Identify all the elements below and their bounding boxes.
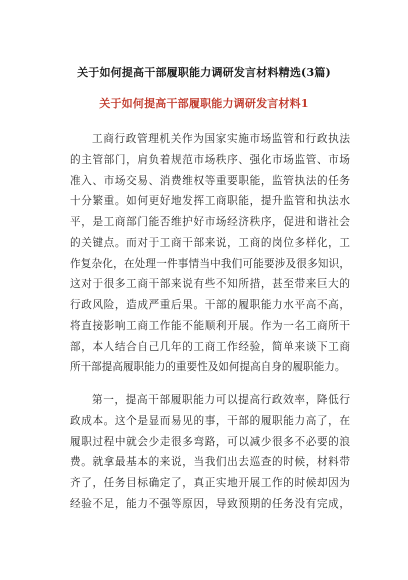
text-line: 齐了，任务目标确定了，真正实地开展工作的时候却因为 <box>70 477 350 489</box>
text-line: 这对于很多工商干部来说有些不知所措，甚至带来巨大的 <box>70 278 350 291</box>
text-line: 平，是工商部门能否维护好市场经济秩序，促进和谐社会 <box>70 216 350 228</box>
text-line: 部，本人结合自己几年的工商工作经验，简单来谈下工商 <box>70 340 350 353</box>
section-title: 关于如何提高干部履职能力调研发言材料1 <box>99 97 309 110</box>
text-line: 所干部提高履职能力的重要性及如何提高自身的履职能力。 <box>70 361 346 374</box>
text-line: 十分繁重。如何更好地发挥工商职能，提升监管和执法水 <box>70 195 350 208</box>
text-line: 的关键点。而对于工商干部来说，工商的岗位多样化，工 <box>70 236 350 249</box>
text-line: 准入、市场交易、消费维权等重要职能，监管执法的任务 <box>70 174 350 187</box>
text-line: 经验不足，能力不强等原因，导致预期的任务没有完成， <box>70 497 350 510</box>
text-line: 履职过程中就会少走很多弯路，可以减少很多不必要的浪 <box>70 435 350 448</box>
text-line: 费。就拿最基本的来说，当我们出去巡查的时候，材料带 <box>70 456 350 469</box>
text-line: 将直接影响工商工作能不能顺利开展。作为一名工商所干 <box>70 319 350 332</box>
text-line: 的主管部门，肩负着规范市场秩序、强化市场监管、市场 <box>70 153 350 166</box>
document-body <box>70 129 350 515</box>
text-line: 作复杂化，在处理一件事情当中我们可能要涉及很多知识， <box>70 257 350 270</box>
text-line: 工商行政管理机关作为国家实施市场监管和行政执法 <box>92 133 350 145</box>
text-line: 行政风险，造成严重后果。干部的履职能力水平高不高， <box>70 299 350 311</box>
text-line: 政成本。这个是显而易见的事，干部的履职能力高了，在 <box>70 414 350 427</box>
document-title: 关于如何提高干部履职能力调研发言材料精选(3篇) <box>77 66 331 79</box>
text-line: 第一，提高干部履职能力可以提高行政效率，降低行 <box>92 394 350 406</box>
paragraph-1 <box>70 129 350 378</box>
paragraph-2 <box>70 390 350 515</box>
